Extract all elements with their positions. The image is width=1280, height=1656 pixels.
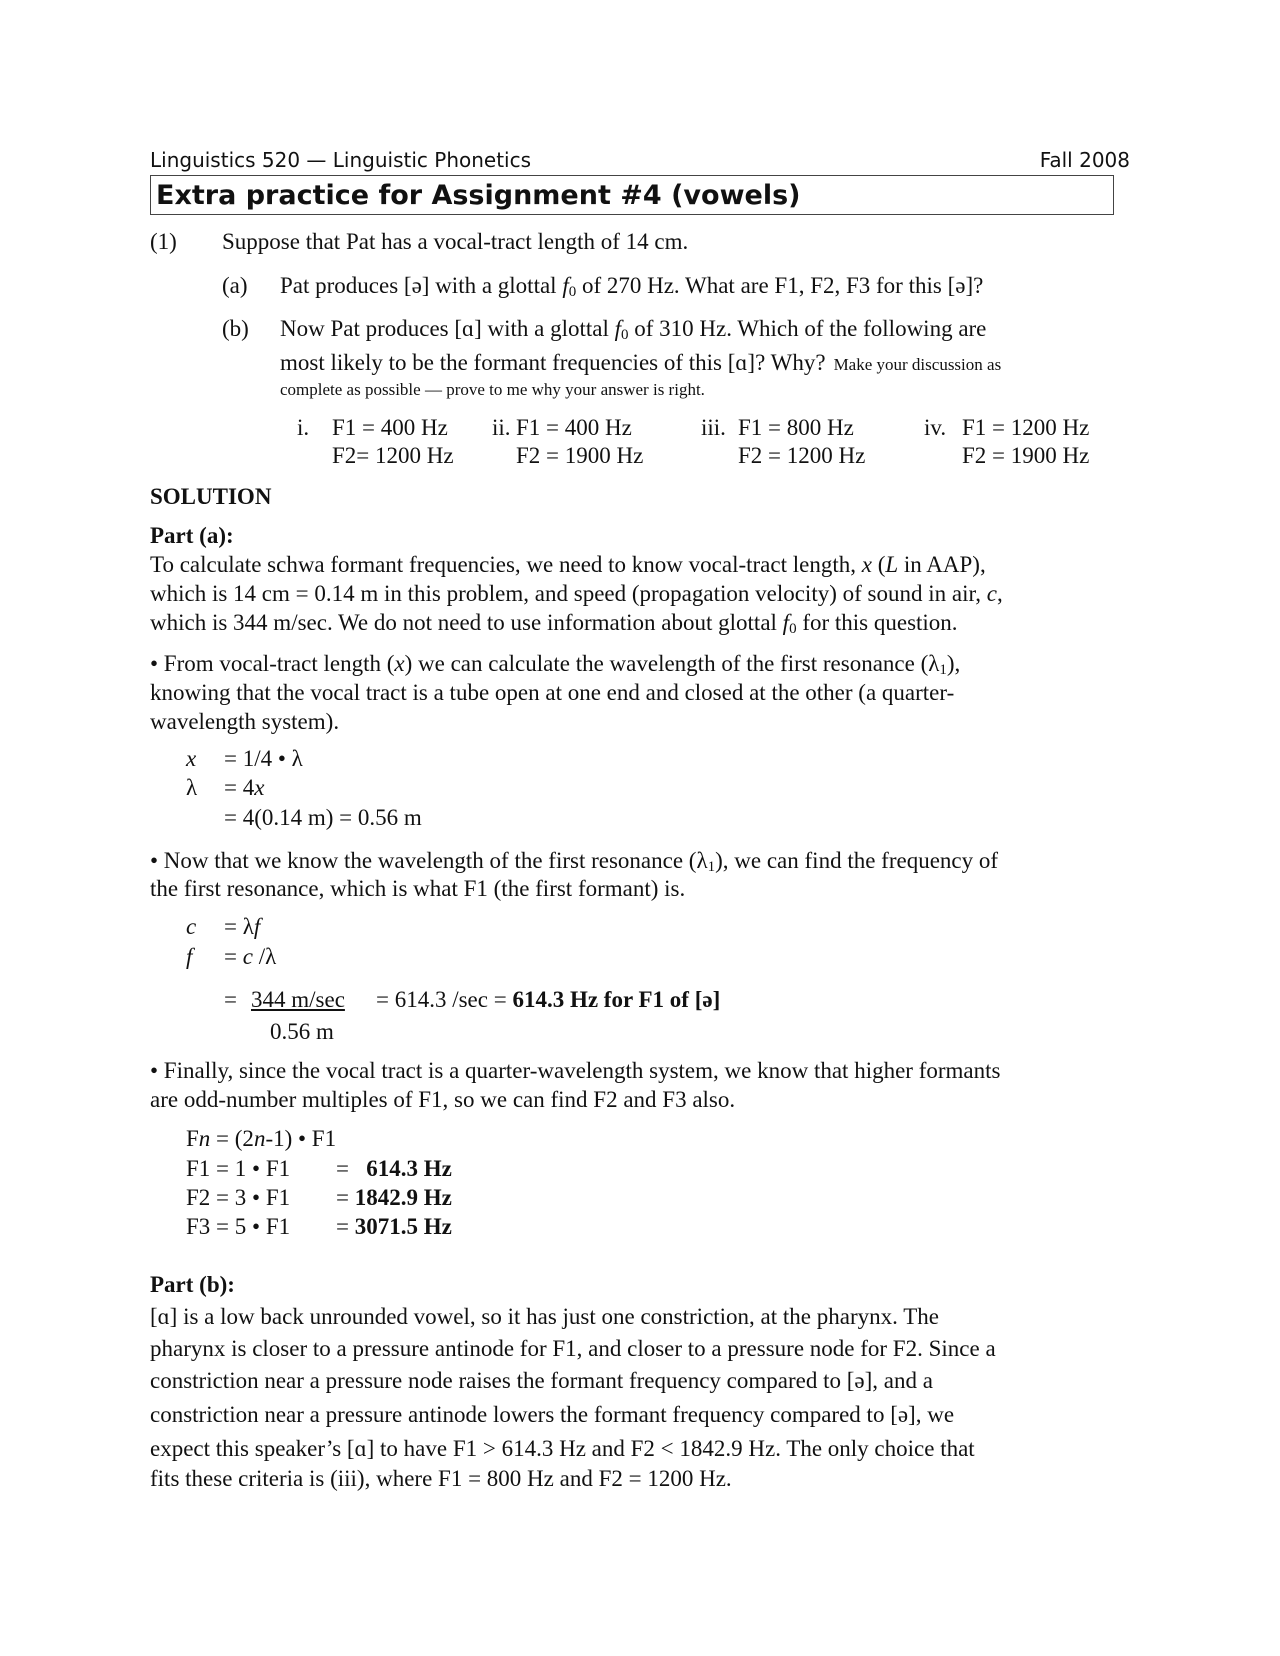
formant-f2-value: = 1842.9 Hz: [336, 1185, 452, 1210]
choice-iii-label: iii.: [701, 415, 726, 440]
part-a-label: (a): [222, 273, 248, 298]
part-b-line2: most likely to be the formant frequencies of this [ɑ]? Why? Make your discussion as: [280, 350, 1002, 375]
solution-p3-line2: the first resonance, which is what F1 (the first formant) is.: [150, 876, 686, 901]
part-a-text: Pat produces [ə] with a glottal $f_0$ of 270 Hz. What are F1, F2, F3 for this [ə]?: [280, 273, 984, 300]
solution-p5-line1: [ɑ] is a low back unrounded vowel, so it has just one constriction, at the pharynx. The: [150, 1304, 939, 1329]
solution-p2-line3: wavelength system).: [150, 709, 340, 734]
choice-iv-label: iv.: [924, 415, 947, 440]
part-b-note: complete as possible — prove to me why your answer is right.: [280, 380, 705, 399]
question-stem: Suppose that Pat has a vocal-tract length of 14 cm.: [222, 229, 689, 254]
solution-p2-line2: knowing that the vocal tract is a tube open at one end and closed at the other (a quarter-: [150, 680, 955, 705]
eq2-rhs-1: = λf: [224, 914, 261, 939]
eq1-rhs-1: = 1/4 • λ: [224, 746, 303, 771]
formant-f3-lhs: F3 = 5 • F1: [186, 1214, 291, 1239]
part-b-label: (b): [222, 316, 249, 341]
eq2-denominator: 0.56 m: [270, 1019, 334, 1044]
solution-heading: SOLUTION: [150, 484, 272, 509]
assignment-title: Extra practice for Assignment #4 (vowels): [156, 180, 801, 211]
question-number: (1): [150, 229, 177, 254]
formant-f2-lhs: F2 = 3 • F1: [186, 1185, 291, 1210]
eq1-lhs-x: x: [186, 746, 197, 771]
part-b-heading: Part (b):: [150, 1272, 235, 1297]
formant-general: Fn = (2n-1) • F1: [186, 1126, 337, 1151]
eq1-lhs-lambda: λ: [186, 775, 198, 800]
solution-p1-line3: which is 344 m/sec. We do not need to use information about glottal $f_0$ for this question.: [150, 610, 958, 637]
eq1-rhs-3: = 4(0.14 m) = 0.56 m: [224, 805, 422, 830]
choice-iii-f1: F1 = 800 Hz: [738, 415, 854, 440]
choice-i-label: i.: [297, 415, 310, 440]
eq1-rhs-2: = 4x: [224, 775, 265, 800]
solution-p5-line6: fits these criteria is (iii), where F1 = 800 Hz and F2 = 1200 Hz.: [150, 1466, 732, 1491]
formant-f3-value: = 3071.5 Hz: [336, 1214, 452, 1239]
course-title: Linguistics 520 — Linguistic Phonetics: [150, 148, 532, 172]
solution-p1-line1: To calculate schwa formant frequencies, we need to know vocal-tract length, x (L in AAP),: [150, 552, 986, 577]
solution-p4-line2: are odd-number multiples of F1, so we can find F2 and F3 also.: [150, 1087, 736, 1112]
term-label: Fall 2008: [1039, 148, 1130, 172]
assignment-title-box: [150, 175, 1114, 215]
part-b-text: Now Pat produces [ɑ] with a glottal $f_0$ of 310 Hz. Which of the following are: [280, 316, 987, 343]
eq2-lhs-c: c: [186, 914, 197, 939]
eq2-lhs-f: f: [186, 944, 193, 969]
solution-p2-line1: • From vocal-tract length (x) we can calculate the wavelength of the first resonance $(\lambda_1)$,: [150, 651, 961, 678]
part-a-heading: Part (a):: [150, 523, 234, 548]
choice-ii-f1: F1 = 400 Hz: [516, 415, 632, 440]
choice-ii-label: ii.: [492, 415, 511, 440]
solution-p4-line1: • Finally, since the vocal tract is a quarter-wavelength system, we know that higher formants: [150, 1058, 1001, 1083]
choice-iv-f1: F1 = 1200 Hz: [962, 415, 1090, 440]
solution-p5-line4: constriction near a pressure antinode lowers the formant frequency compared to [ə], we: [150, 1402, 955, 1427]
solution-p5-line5: expect this speaker’s [ɑ] to have F1 > 614.3 Hz and F2 < 1842.9 Hz. The only choice that: [150, 1436, 975, 1461]
choice-i-f1: F1 = 400 Hz: [332, 415, 448, 440]
choice-iii-f2: F2 = 1200 Hz: [738, 443, 866, 468]
solution-p5-line3: constriction near a pressure node raises the formant frequency compared to [ə], and a: [150, 1368, 933, 1393]
choice-ii-f2: F2 = 1900 Hz: [516, 443, 644, 468]
eq2-result: = 614.3 /sec = 614.3 Hz for F1 of [ə]: [376, 987, 721, 1012]
solution-p5-line2: pharynx is closer to a pressure antinode for F1, and closer to a pressure node for F2. Since a: [150, 1336, 996, 1361]
eq2-equals: =: [224, 987, 237, 1012]
eq2-rhs-2: = c /λ: [224, 944, 277, 969]
solution-p3-line1: • Now that we know the wavelength of the first resonance $(\lambda_1)$, we can find the frequency of: [150, 848, 999, 875]
formant-f1-lhs: F1 = 1 • F1: [186, 1156, 291, 1181]
eq2-numerator: 344 m/sec: [251, 987, 345, 1012]
formant-f1-value: = 614.3 Hz: [336, 1156, 452, 1181]
choice-iv-f2: F2 = 1900 Hz: [962, 443, 1090, 468]
choice-i-f2: F2= 1200 Hz: [332, 443, 454, 468]
solution-p1-line2: which is 14 cm = 0.14 m in this problem, and speed (propagation velocity) of sound in air, c,: [150, 581, 1003, 606]
